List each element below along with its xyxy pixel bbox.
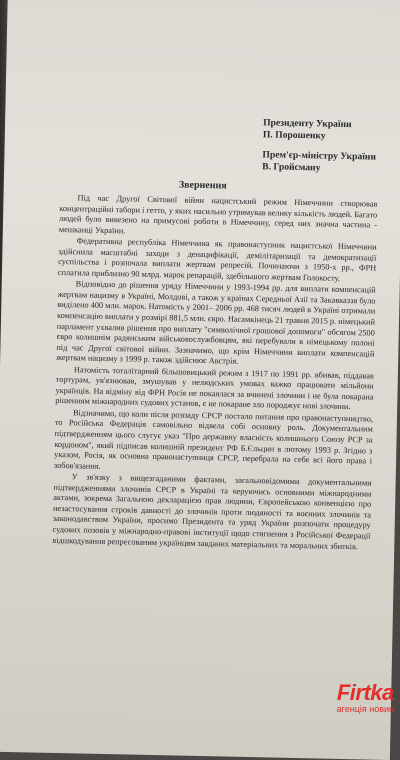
paragraph-1: Під час Другої Світової війни нацистський режим Німеччини створював концентраційні табори і гетто, у яких насильно утримував велику кількість людей. Багато людей було вивезено на примусові роботи в Німеччину, серед них значна частина - мешканці України.	[58, 193, 378, 235]
addressee-pm-title: Прем'єр-міністру України	[262, 149, 377, 163]
firtka-logo-tagline: агенція новин	[336, 704, 394, 714]
addressee-president-name: П. Порошенку	[262, 128, 326, 142]
addressee-pm-name: В. Гройсману	[262, 160, 321, 173]
paragraph-2: Федеративна республіка Німеччина як правонаступник нацистської Німеччини здійснила масштабні заходи з денацифікації, демілітаризації та демократизації суспільства і розпочала виплати жертвам репресій. Починаючи з 1950-х рр., ФРН сплатила приблизно 90 млрд. марок репарацій, здебільшого жертвам Голокосту.	[57, 236, 377, 283]
paragraph-4: Натомість тоталітарний більшовицький режим з 1917 по 1991 рр. вбивав, піддавав тортурам, ув'язнював, змушував у нелюдських умовах важко працювати мільйони українців. На відміну від ФРН Росія не покаялася за вчинені злочини і не була покарана рішенням міжнародних судових установ, є не покаране зло породжує нові злочини.	[55, 365, 374, 412]
paragraph-6: У зв'язку з вищезгаданими фактами, загальновідомими документальними підтвердженнями злочинів СРСР в Україні та керуючись основними міжнародними актами, зокрема Загальною декларацією прав людини, Європейською конвенцією про незастосування строків давності до злочинів проти людяності та воєнних злочинів та законодавством України, просимо Президента та уряд України розпочати процедуру судових позовів у міжнародно-правові інституції щодо стягнення з Російської Федерації відшкодування репресованим українцям завданих матеріальних та моральних збитків.	[52, 472, 372, 551]
addressee-president-title: Президенту України	[263, 117, 352, 131]
addressee-president	[263, 117, 352, 142]
firtka-logo	[337, 682, 394, 714]
document-body	[52, 193, 377, 553]
document-heading: Звернення	[178, 179, 227, 192]
firtka-logo-brand: Firtka	[336, 680, 394, 705]
paragraph-5: Відзначимо, що коли після розпаду СРСР постало питання про правонаступництво, то Російська Федерація самовільно відвела собі основну роль. Документальним підтвердженням цього слугує указ "Про державну власність колишнього Союзу РСР за кордоном", який підписав колишній президент РФ Б.Єльцин в лютому 1993 р. Згідно з указом, Росія, як основна правонаступниця СРСР, перебрала на себе всі його права і зобов'язання.	[53, 408, 374, 471]
addressee-pm	[262, 149, 376, 174]
paragraph-3: Відповідно до рішення уряду Німеччини у 1993-1994 рр. для виплати компенсацій жертвам нацизму в Україні, Молдові, а також у країнах Середньої Азії та Закавказзя було виділено 400 млн. марок. Натомість у 2001– 2006 рр. 468 тисяч людей в Україні отримали компенсацію виплати у розмірі 881,5 млн. євро. Насамкінець 21 травня 2015 р. німецький парламент ухвалив рішення про виплату "символічної грошової допомоги" обсягом 2500 євро колишнім радянським військовослужбовцям, які перебували в німецькому полоні під час Другої світової війни. Зазначимо, що крім Німеччини виплати компенсацій жертвам нацизму з 1999 р. також здійснює Австрія.	[56, 279, 376, 366]
